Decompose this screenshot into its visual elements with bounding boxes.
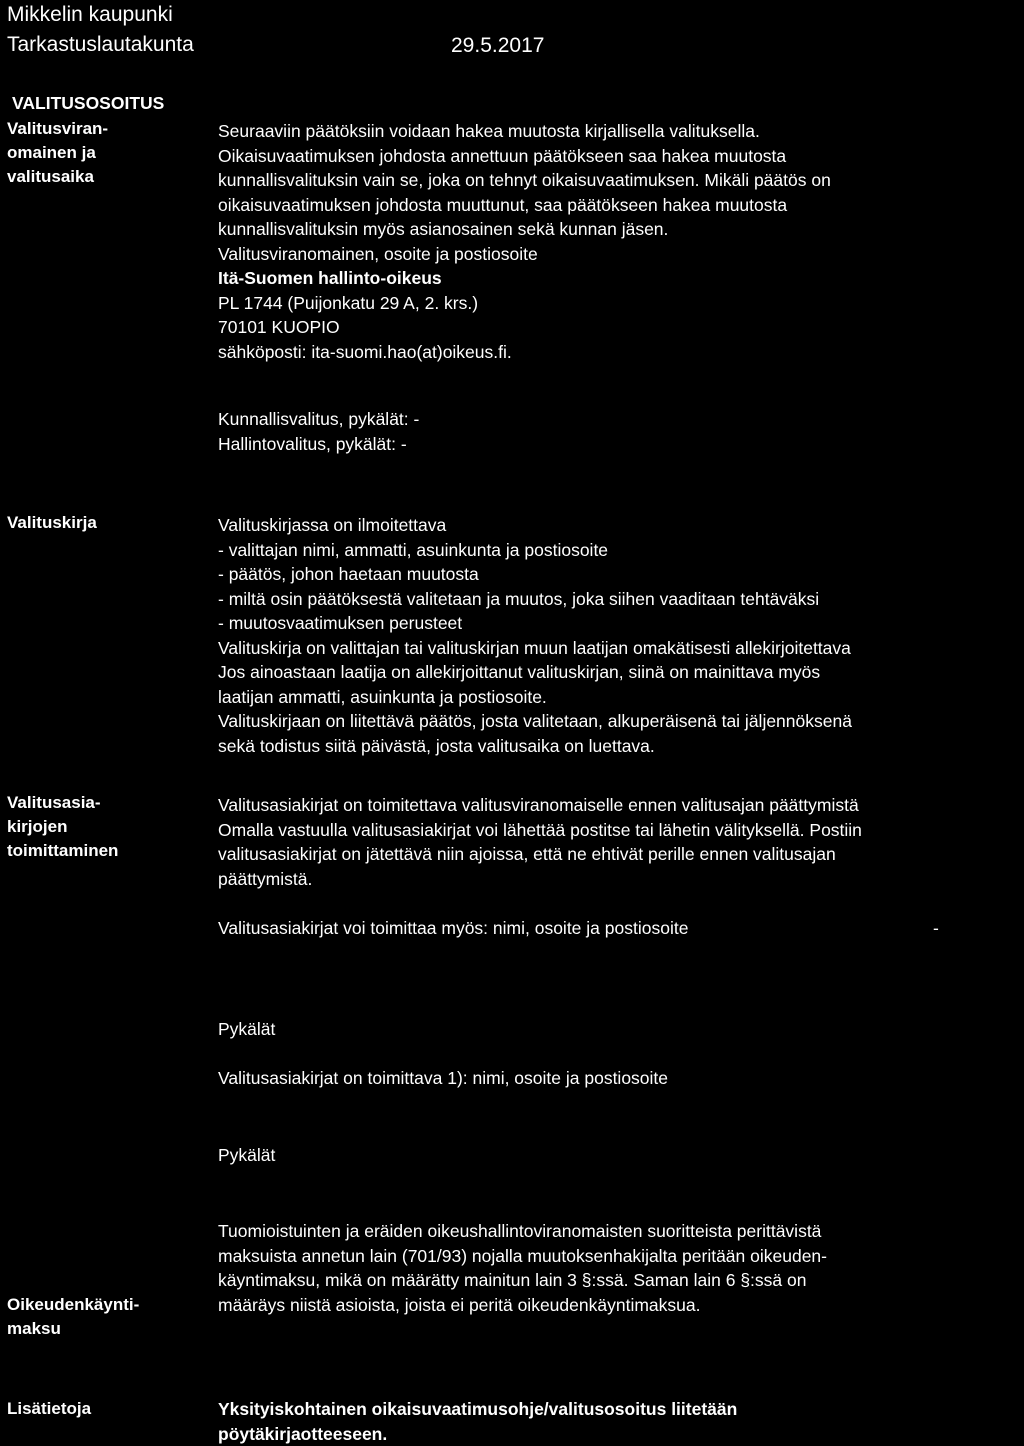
text-line: Valitusasiakirjat on toimittava 1): nimi, osoite ja postiosoite — [218, 1068, 669, 1088]
toimittaminen-text — [218, 793, 1018, 891]
label-line: Lisätietoja — [7, 1399, 92, 1418]
board-name: Tarkastuslautakunta — [7, 33, 194, 56]
document-date: 29.5.2017 — [451, 34, 545, 57]
pykalat-label-1 — [218, 1017, 1018, 1042]
text-line: päättymistä. — [218, 868, 313, 889]
pykalat-label-2 — [218, 1143, 1018, 1168]
text-line: valitusasiakirjat on jätettävä niin ajoissa, että ne ehtivät perille ennen valitusajan — [218, 844, 836, 864]
text-line: Pykälät — [218, 1019, 276, 1039]
lisatietoja-text — [218, 1397, 1018, 1446]
label-line: Oikeudenkäynti- — [7, 1295, 140, 1314]
text-line: Valituskirja on valittajan tai valituskirjan muun laatijan omakätisesti allekirjoitettava — [218, 637, 851, 658]
text-line: pöytäkirjaotteeseen. — [218, 1423, 388, 1444]
text-line: oikaisuvaatimuksen johdosta muuttunut, saa päätökseen hakea muutosta — [218, 194, 788, 215]
address-line: 70101 KUOPIO — [218, 317, 340, 337]
label-line: maksu — [7, 1319, 61, 1338]
text-line: Valituskirjassa on ilmoitettava — [218, 515, 447, 535]
text-line: sekä todistus siitä päivästä, josta valitusaika on luettava. — [218, 735, 655, 756]
hallintovalitus-line: Hallintovalitus, pykälät: - — [218, 433, 407, 454]
valituskirja-text — [218, 513, 1018, 758]
authority-name: Itä-Suomen hallinto-oikeus — [218, 268, 442, 288]
label-line: Valituskirja — [7, 513, 97, 532]
text-line: Valitusasiakirjat on toimitettava valitusviranomaiselle ennen valitusajan päättymistä — [218, 795, 859, 815]
label-line: toimittaminen — [7, 841, 119, 860]
pykalat-summary — [218, 407, 1018, 456]
text-line: Oikaisuvaatimuksen johdosta annettuun päätökseen saa hakea muutosta — [218, 145, 787, 166]
label-oikeudenkayntimaksu — [7, 1293, 139, 1341]
text-line: Yksityiskohtainen oikaisuvaatimusohje/valitusosoitus liitetään — [218, 1399, 738, 1419]
text-line: Valituskirjaan on liitettävä päätös, josta valitetaan, alkuperäisenä tai jäljennöksenä — [218, 711, 852, 731]
text-line: - valittajan nimi, ammatti, asuinkunta ja postiosoite — [218, 539, 609, 560]
valitusviranomainen-text — [218, 119, 1018, 364]
text-line: käyntimaksu, mikä on määrätty mainitun lain 3 §:ssä. Saman lain 6 §:ssä on — [218, 1270, 807, 1290]
text-line: maksuista annetun lain (701/93) nojalla muutoksenhakijalta peritään oikeuden- — [218, 1245, 827, 1266]
email-line: sähköposti: ita-suomi.hao(at)oikeus.fi. — [218, 341, 512, 362]
label-valitusviranomainen — [7, 117, 108, 189]
text-line: kunnallisvalituksin vain se, joka on tehnyt oikaisuvaatimuksen. Mikäli päätös on — [218, 170, 831, 190]
text-line: määräys niistä asioista, joista ei peritä oikeudenkäyntimaksua. — [218, 1294, 701, 1315]
toimittaa-myos-dash: - — [933, 918, 939, 938]
label-line: omainen ja — [7, 143, 96, 162]
label-toimittaminen — [7, 791, 118, 863]
text-line: Jos ainoastaan laatija on allekirjoittanut valituskirjan, siinä on mainittava myös — [218, 662, 821, 682]
toimittaa-myos-text: Valitusasiakirjat voi toimittaa myös: nimi, osoite ja postiosoite — [218, 918, 689, 938]
toimittaa-myos-line — [218, 916, 1018, 941]
text-line: Valitusviranomainen, osoite ja postiosoite — [218, 243, 538, 264]
text-line: kunnallisvalituksin myös asianosainen sekä kunnan jäsen. — [218, 219, 669, 239]
section-title: VALITUSOSOITUS — [12, 93, 165, 113]
label-line: valitusaika — [7, 167, 94, 186]
text-line: Seuraaviin päätöksiin voidaan hakea muutosta kirjallisella valituksella. — [218, 121, 760, 141]
toimittava-line — [218, 1066, 1018, 1091]
label-valituskirja — [7, 511, 97, 535]
label-line: Valitusasia- — [7, 793, 101, 812]
text-line: Omalla vastuulla valitusasiakirjat voi lähettää postitse tai lähetin välityksellä. Postiin — [218, 819, 862, 840]
organization-name: Mikkelin kaupunki — [7, 3, 173, 26]
text-line: - miltä osin päätöksestä valitetaan ja muutos, joka siihen vaaditaan tehtäväksi — [218, 588, 820, 609]
label-lisatietoja — [7, 1397, 91, 1421]
label-line: Valitusviran- — [7, 119, 109, 138]
text-line: Pykälät — [218, 1145, 276, 1165]
address-line: PL 1744 (Puijonkatu 29 A, 2. krs.) — [218, 292, 479, 313]
text-line: laatijan ammatti, asuinkunta ja postiosoite. — [218, 686, 547, 707]
kunnallisvalitus-line: Kunnallisvalitus, pykälät: - — [218, 409, 420, 429]
text-line: - muutosvaatimuksen perusteet — [218, 613, 463, 633]
label-line: kirjojen — [7, 817, 68, 836]
oikeudenkayntimaksu-text — [218, 1219, 1018, 1317]
text-line: - päätös, johon haetaan muutosta — [218, 564, 479, 584]
text-line: Tuomioistuinten ja eräiden oikeushallintoviranomaisten suoritteista perittävistä — [218, 1221, 822, 1241]
